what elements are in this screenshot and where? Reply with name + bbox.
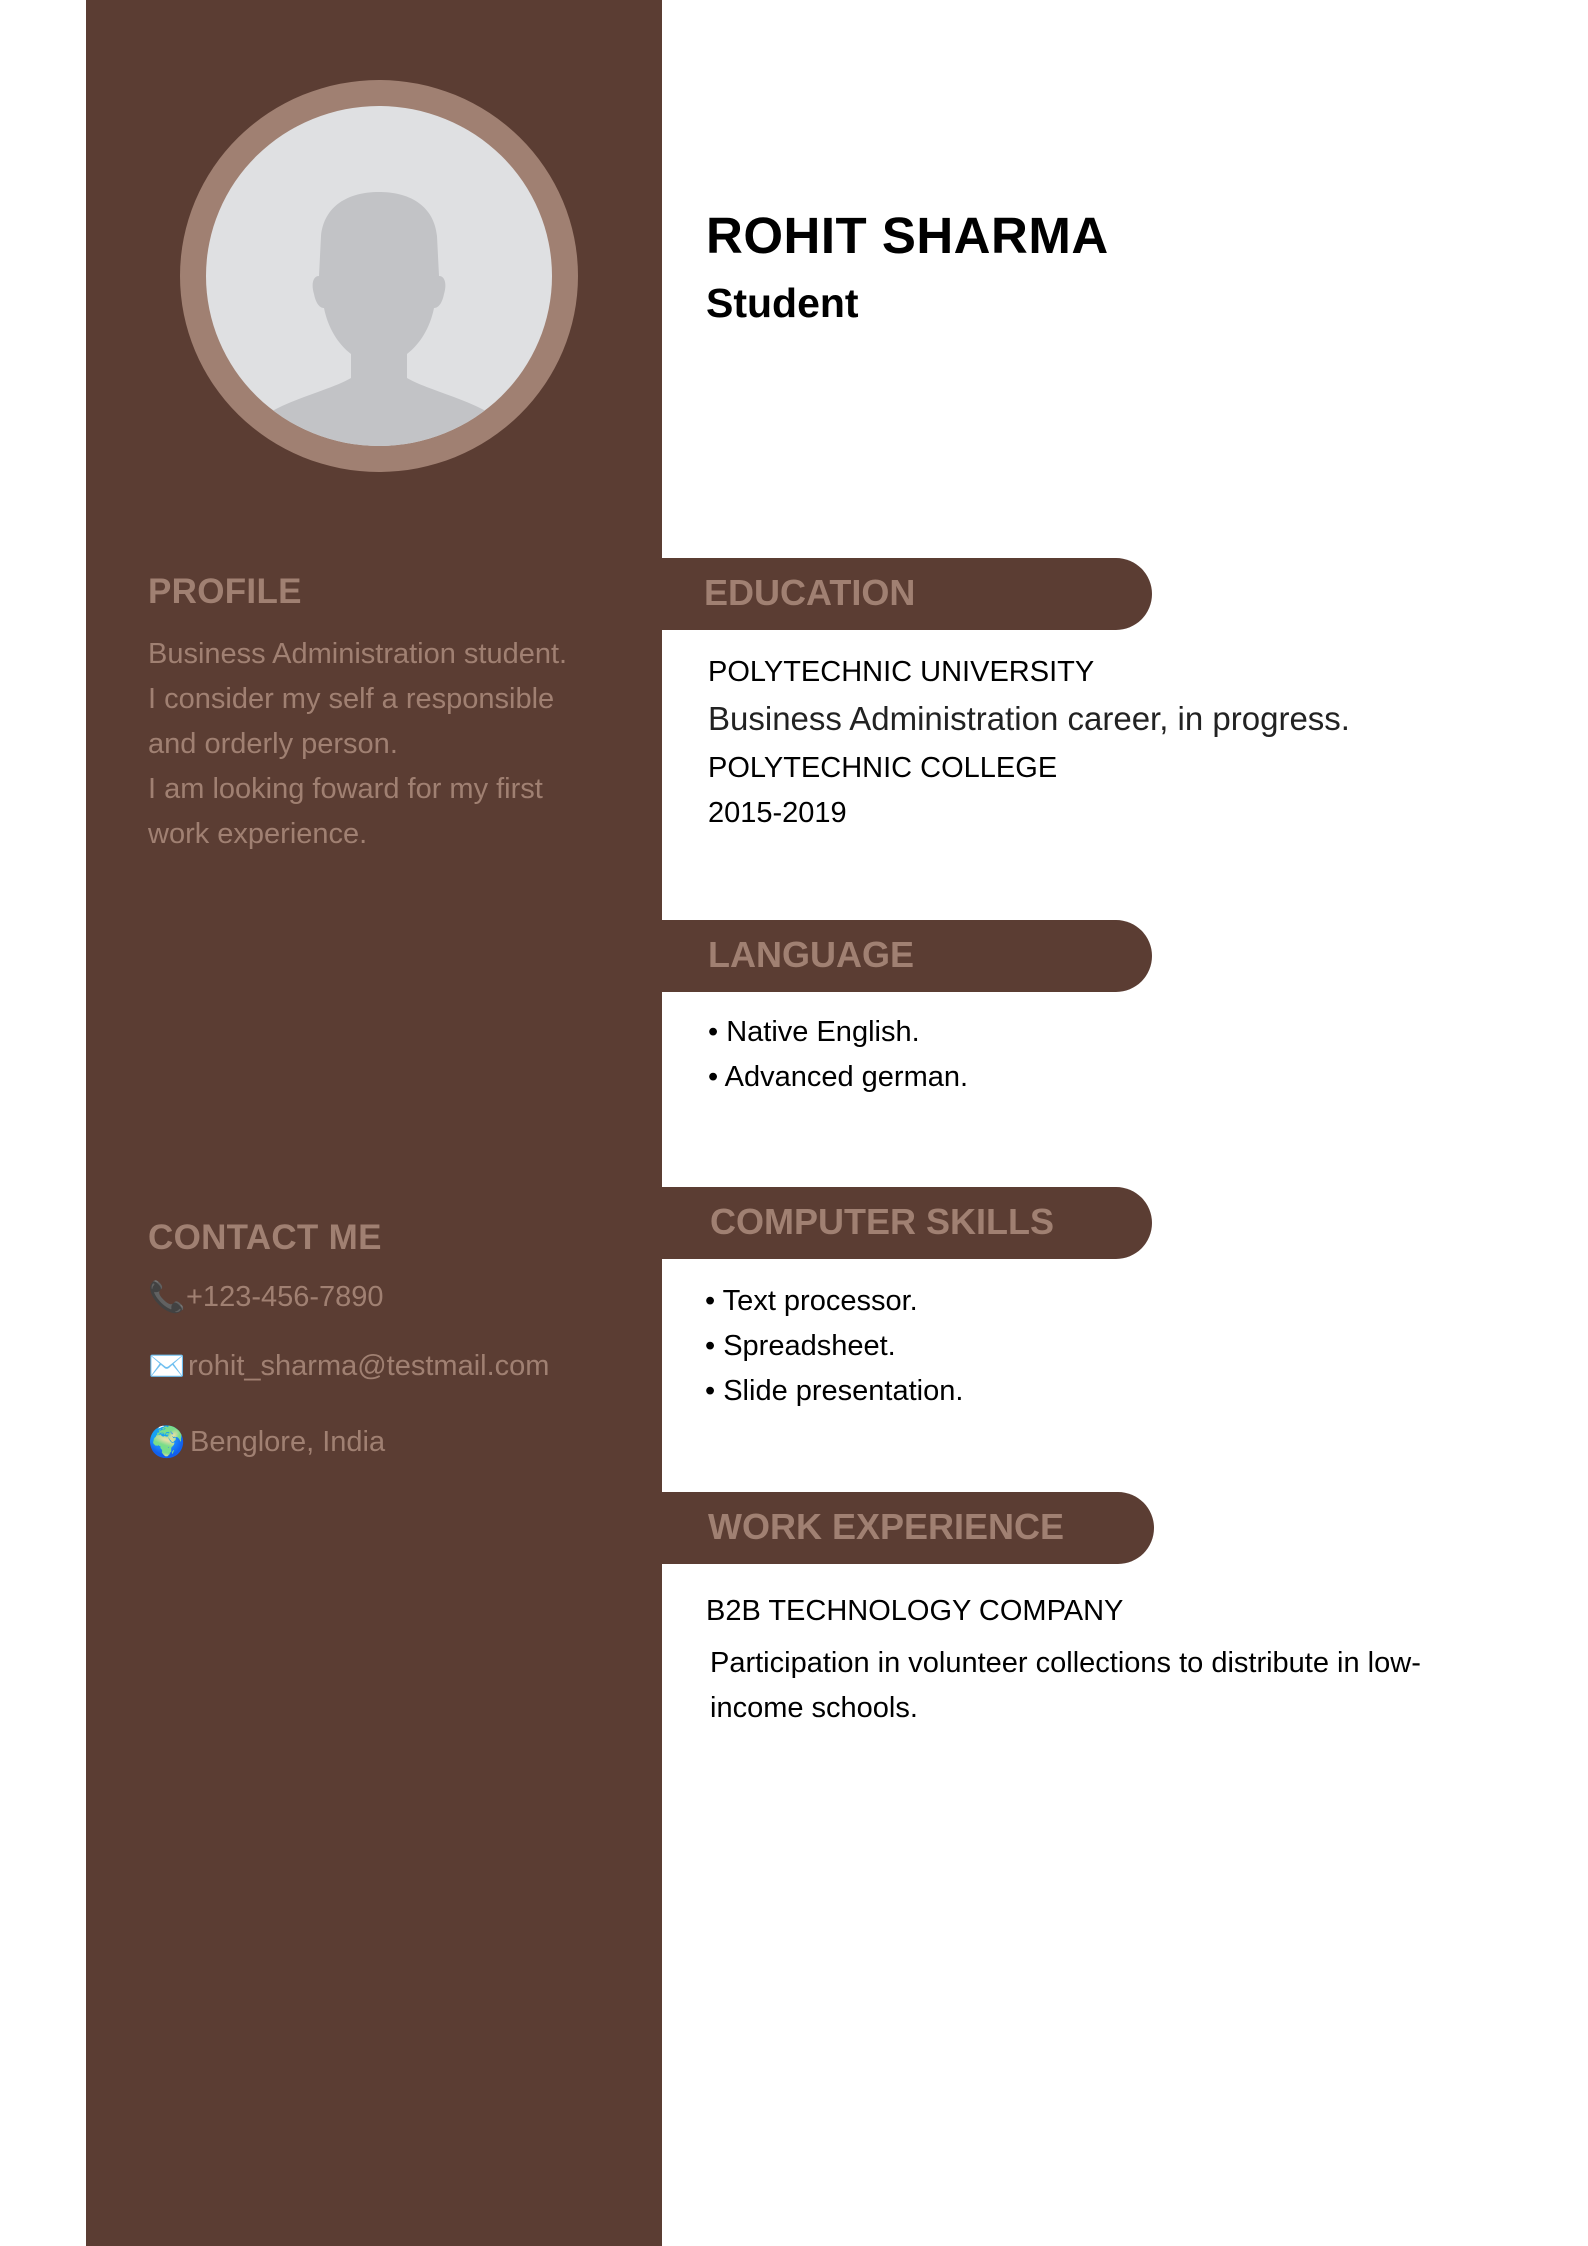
computer-skills-heading: COMPUTER SKILLS <box>710 1201 1055 1242</box>
candidate-role: Student <box>706 280 859 326</box>
language-item: • Native English. <box>708 1016 920 1048</box>
avatar <box>206 106 552 446</box>
education-institution: POLYTECHNIC UNIVERSITY <box>708 656 1095 688</box>
computer-skills-heading-bar <box>662 1187 1152 1259</box>
profile-line: and orderly person. <box>148 728 398 760</box>
education-heading-bar <box>662 558 1152 630</box>
work-description-line: income schools. <box>710 1692 918 1724</box>
education-institution: POLYTECHNIC COLLEGE <box>708 752 1058 784</box>
work-experience-heading: WORK EXPERIENCE <box>708 1506 1065 1547</box>
profile-line: work experience. <box>148 818 368 850</box>
candidate-name: ROHIT SHARMA <box>706 207 1109 264</box>
work-description-line: Participation in volunteer collections to distribute in low- <box>710 1647 1421 1679</box>
skill-item: • Spreadsheet. <box>705 1330 896 1362</box>
skill-item: • Text processor. <box>705 1285 918 1317</box>
email-address[interactable]: rohit_sharma@testmail.com <box>188 1350 550 1382</box>
location-text: Benglore, India <box>190 1426 386 1458</box>
contact-phone <box>148 1280 384 1315</box>
language-heading: LANGUAGE <box>708 934 914 975</box>
work-company: B2B TECHNOLOGY COMPANY <box>706 1595 1124 1627</box>
phone-number[interactable]: +123-456-7890 <box>186 1281 384 1313</box>
profile-heading: PROFILE <box>148 572 302 611</box>
profile-line: I am looking foward for my first <box>148 773 543 805</box>
language-heading-bar <box>662 920 1152 992</box>
contact-heading: CONTACT ME <box>148 1218 382 1257</box>
work-experience-heading-bar <box>662 1492 1154 1564</box>
mail-icon: ✉️ <box>148 1350 186 1383</box>
contact-email <box>148 1349 549 1384</box>
person-silhouette-icon <box>206 106 552 446</box>
phone-icon: 📞 <box>148 1281 186 1314</box>
globe-icon: 🌍 <box>148 1426 186 1459</box>
education-career: Business Administration career, in progress. <box>708 700 1350 737</box>
education-years: 2015-2019 <box>708 797 847 829</box>
profile-line: I consider my self a responsible <box>148 683 555 715</box>
education-heading: EDUCATION <box>704 572 916 613</box>
profile-text <box>148 632 618 857</box>
skill-item: • Slide presentation. <box>705 1375 964 1407</box>
contact-location <box>148 1425 385 1460</box>
profile-line: Business Administration student. <box>148 638 568 670</box>
language-item: • Advanced german. <box>708 1061 969 1093</box>
